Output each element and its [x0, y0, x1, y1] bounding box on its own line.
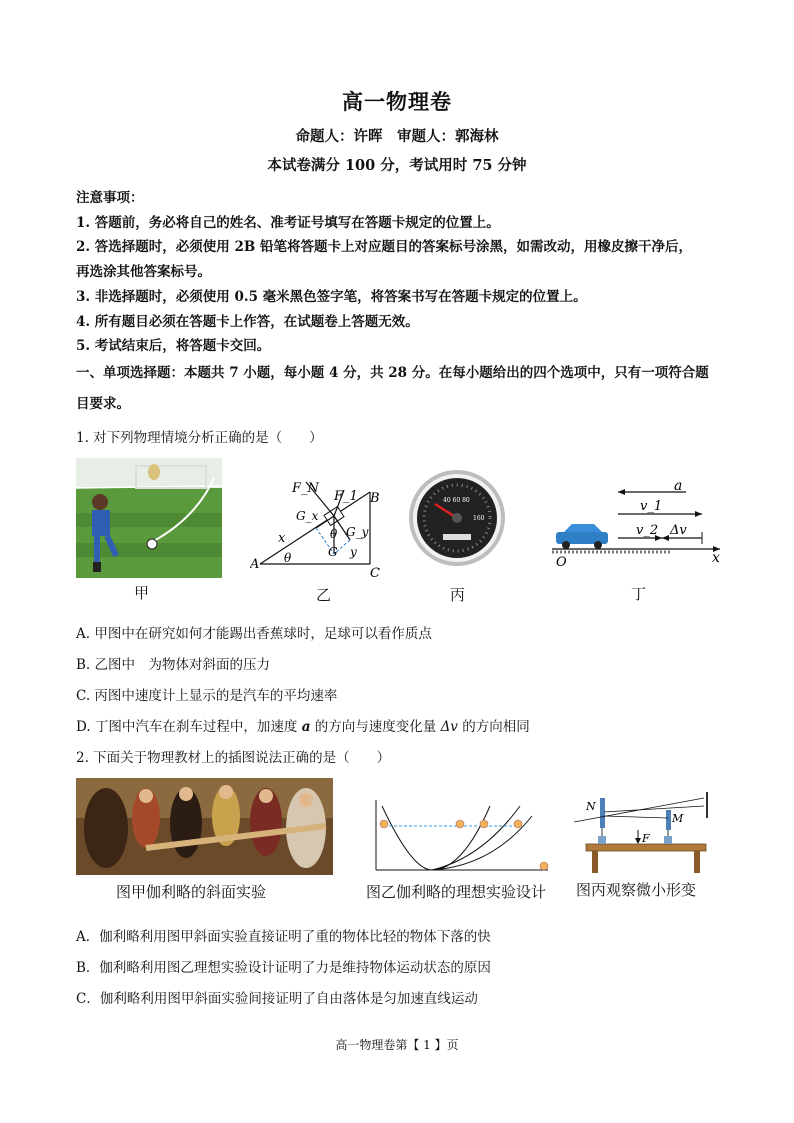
caption-bing: 丙 [450, 586, 466, 604]
label-f1: F_1 [334, 489, 358, 504]
notice-heading: 注意事项： [76, 190, 144, 206]
label-f: F [642, 832, 650, 845]
question-2-stem: 2. 下面关于物理教材上的插图说法正确的是（ ） [76, 750, 391, 766]
caption-jia: 甲 [134, 584, 150, 602]
notice-item-4: 4. 所有题目必须在答题卡上作答，在试题卷上答题无效。 [76, 314, 419, 330]
notice-item-3: 3. 非选择题时，必须使用 0.5 毫米黑色签字笔，将答案书写在答题卡规定的位置上。 [76, 289, 587, 305]
label-acc: a [674, 478, 683, 494]
label-x: x [278, 531, 286, 546]
svg-text:40 60 80: 40 60 80 [443, 497, 470, 504]
authors-line: 命题人：许晖 审题人：郭海林 [295, 128, 499, 145]
q1-option-a: A. 甲图中在研究如何才能踢出香蕉球时，足球可以看作质点 [76, 626, 432, 642]
notice-item-1: 1. 答题前，务必将自己的姓名、准考证号填写在答题卡规定的位置上。 [76, 215, 500, 231]
notice-item-2: 2. 答选择题时，必须使用 2B 铅笔将答题卡上对应题目的答案标号涂黑，如需改动，用橡皮擦干净后， [76, 239, 692, 255]
page-footer: 高一物理卷第【 1 】页 [335, 1038, 459, 1052]
caption-ding: 丁 [631, 585, 647, 603]
caption-fig-yi: 图乙伽利略的理想实验设计 [366, 883, 547, 901]
label-m: M [672, 812, 684, 825]
label-y: y [350, 545, 357, 559]
q1-option-c: C. 丙图中速度计上显示的是汽车的平均速率 [76, 688, 338, 704]
section1-heading: 一、单项选择题：本题共 7 小题，每小题 4 分，共 28 分。在每小题给出的四个选项中，只有一项符合题 [76, 365, 709, 381]
label-c: C [370, 566, 380, 580]
figure-bing-speedometer [407, 468, 507, 568]
caption-fig-bing: 图丙观察微小形变 [576, 881, 697, 899]
page-title: 高一物理卷 [342, 89, 452, 114]
q2-option-a: A．伽利略利用图甲斜面实验直接证明了重的物体比轻的物体下落的快 [76, 929, 491, 945]
section1-heading-cont: 目要求。 [76, 396, 130, 412]
label-g: G [328, 545, 338, 559]
figure-ideal-experiment [372, 798, 552, 874]
figure-galileo-painting [76, 778, 333, 875]
label-gx: G_x [296, 509, 319, 523]
notice-item-2-cont: 再选涂其他答案标号。 [76, 264, 211, 280]
q2-option-b: B．伽利略利用图乙理想实验设计证明了力是维持物体运动状态的原因 [76, 960, 491, 976]
label-gy: G_y [346, 525, 369, 539]
question-1-stem: 1. 对下列物理情境分析正确的是（ ） [76, 430, 323, 446]
figure-yi-incline [250, 470, 386, 580]
label-v2: v_2 [636, 523, 659, 538]
label-fn: F_N [292, 481, 319, 496]
label-a: A [250, 557, 260, 572]
label-dv: Δv [670, 523, 687, 538]
exam-info: 本试卷满分 100 分，考试用时 75 分钟 [267, 157, 527, 174]
q1-option-b: B. 乙图中 为物体对斜面的压力 [76, 657, 271, 673]
figure-ding-car [552, 476, 724, 566]
label-o: O [556, 555, 567, 566]
caption-fig-jia: 图甲伽利略的斜面实验 [116, 883, 267, 901]
figure-small-deformation [574, 788, 714, 874]
label-theta-2: θ [284, 551, 292, 565]
figure-jia-soccer [76, 458, 222, 578]
q1-option-d: D. 丁图中汽车在刹车过程中，加速度 a 的方向与速度变化量 Δv 的方向相同 [76, 719, 530, 735]
label-x-axis: x [712, 550, 720, 566]
label-v1: v_1 [640, 499, 663, 514]
notice-item-5: 5. 考试结束后，将答题卡交回。 [76, 338, 271, 354]
label-theta-1: θ [330, 527, 338, 541]
svg-text:160: 160 [473, 515, 485, 522]
label-n: N [586, 800, 596, 813]
q2-option-c: C．伽利略利用图甲斜面实验间接证明了自由落体是匀加速直线运动 [76, 991, 478, 1007]
label-b: B [370, 491, 380, 506]
caption-yi: 乙 [316, 586, 332, 604]
